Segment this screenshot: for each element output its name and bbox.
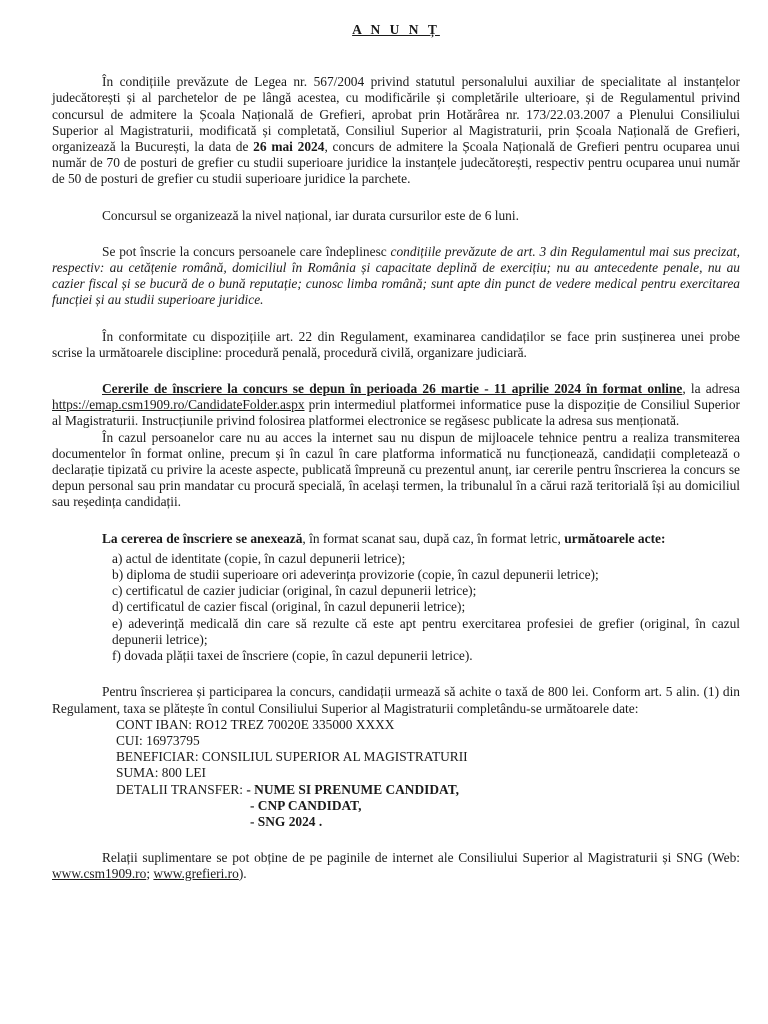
paragraph-application: Cererile de înscriere la concurs se depun în perioada 26 martie - 11 aprilie 2024 în format online, la adresa https://emap.csm1909.ro/CandidateFolder.aspx prin intermediul platformei informatice puse la dispoziție de Consiliul Superior al Magistraturii. Instrucțiunile privind folosirea platformei electronice se regăsesc publicate la adresa sus menționată. [52,381,741,429]
paragraph-offline: În cazul persoanelor care nu au acces la internet sau nu dispun de mijloacele tehnice pentru a realiza transmiterea documentelor în format online, precum și în cazul în care platforma informatică nu funcționează, candidații completează o declarație tipizată cu privire la aceste aspecte, publicată împreună cu prezentul anunț, iar cererile pentru înscrierea la concurs se depun personal sau prin mandatar cu procură specială, în același termen, la tribunalul în a cărui rază teritorială își au domiciliul sau reședința candidații. [52,429,740,510]
documents-list [52,551,740,664]
application-period: Cererile de înscriere la concurs se depun în perioada 26 martie - 11 aprilie 2024 în format online [102,381,683,397]
page-title: A N U N Ț [352,22,440,37]
paragraph-duration: Concursul se organizează la nivel național, iar durata cursurilor este de 6 luni. [102,207,519,223]
transfer-detail-cnp: - CNP CANDIDAT, [250,797,362,813]
transfer-details: DETALII TRANSFER: - NUME SI PRENUME CANDIDAT, [116,781,459,797]
bank-beneficiary: BENEFICIAR: CONSILIUL SUPERIOR AL MAGISTRATURII [116,749,468,765]
bank-cui: CUI: 16973795 [116,732,200,748]
bank-amount: SUMA: 800 LEI [116,765,207,781]
paragraph-fee: Pentru înscrierea și participarea la concurs, candidații urmează să achite o taxă de 800 lei. Conform art. 5 alin. (1) din Regulament, taxa se plătește în contul Consiliului Superior al Magistraturii completându-se următoarele date: [52,684,740,716]
exam-date: 26 mai 2024 [253,139,325,155]
paragraph-exam: În conformitate cu dispozițiile art. 22 din Regulament, examinarea candidaților se face prin susținerea unei probe scrise la următoarele discipline: procedură penală, procedură civilă, organizare judiciară. [52,328,740,360]
transfer-detail-sng: - SNG 2024 . [250,813,323,829]
csm-link[interactable]: www.csm1909.ro [52,866,147,882]
list-item: a) actul de identitate (copie, în cazul depunerii letrice); [112,550,406,566]
list-item: c) certificatul de cazier judiciar (original, în cazul depunerii letrice); [112,583,477,599]
bank-details [52,717,740,798]
sng-link[interactable]: www.grefieri.ro [153,866,239,882]
paragraph-eligibility: Se pot înscrie la concurs persoanele care îndeplinesc condițiile prevăzute de art. 3 din Regulamentul mai sus precizat, respectiv: au cetățenie română, domiciliul în România și capacitate deplină de exercițiu; nu au antecedente penale, nu au cazier fiscal și se bucură de o bună reputație; cunosc limba română; sunt apte din punct de vedere medical pentru exercitarea funcției și au studii superioare juridice. [52,243,740,308]
list-item: e) adeverință medicală din care să rezulte că este apt pentru exercitarea profesiei de grefier (original, în cazul depunerii letrice); [112,615,740,647]
list-item: f) dovada plății taxei de înscriere (copie, în cazul depunerii letrice). [112,648,473,664]
list-item: b) diploma de studii superioare ori adeverința provizorie (copie, în cazul depunerii letrice); [112,567,599,583]
paragraph-attachments: La cererea de înscriere se anexează, în format scanat sau, după caz, în format letric, următoarele acte: [102,530,666,546]
paragraph-contact: Relații suplimentare se pot obține de pe paginile de internet ale Consiliului Superior al Magistraturii și SNG (Web: www.csm1909.ro; www.grefieri.ro). [52,850,740,882]
eligibility-conditions: condițiile prevăzute de art. 3 din Regulamentul mai sus precizat, respectiv: au cetățenie română, domiciliul în România și capacitate deplină de exercițiu; nu au antecedente penale, nu au cazier fiscal și se bucură de o bună reputație; cunosc limba română; sunt apte din punct de vedere medical pentru exercitarea funcției și au studii superioare juridice. [52,243,740,308]
bank-iban: CONT IBAN: RO12 TREZ 70020E 335000 XXXX [116,716,395,732]
list-item: d) certificatul de cazier fiscal (original, în cazul depunerii letrice); [112,599,466,615]
paragraph-intro: În condițiile prevăzute de Legea nr. 567/2004 privind statutul personalului auxiliar de specialitate al instanțelor judecătorești și al parchetelor de pe lângă acestea, cu modificările și completările ulterioare, și de Regulamentul privind concursul de admitere la Școala Națională de Grefieri, aprobat prin Hotărârea nr. 173/22.03.2007 a Plenului Consiliului Superior al Magistraturii, modificată și completată, Consiliul Superior al Magistraturii, prin Școala Națională de Grefieri, organizează la București, la data de 26 mai 2024, concurs de admitere la Școala Națională de Grefieri pentru ocuparea unui număr de 70 de posturi de grefier cu studii superioare juridice la instanțele judecătorești, respectiv pentru ocuparea unui număr de 50 de posturi de grefier cu studii superioare juridice la parchete. [52,74,740,187]
platform-link[interactable]: https://emap.csm1909.ro/CandidateFolder.aspx [52,397,305,413]
